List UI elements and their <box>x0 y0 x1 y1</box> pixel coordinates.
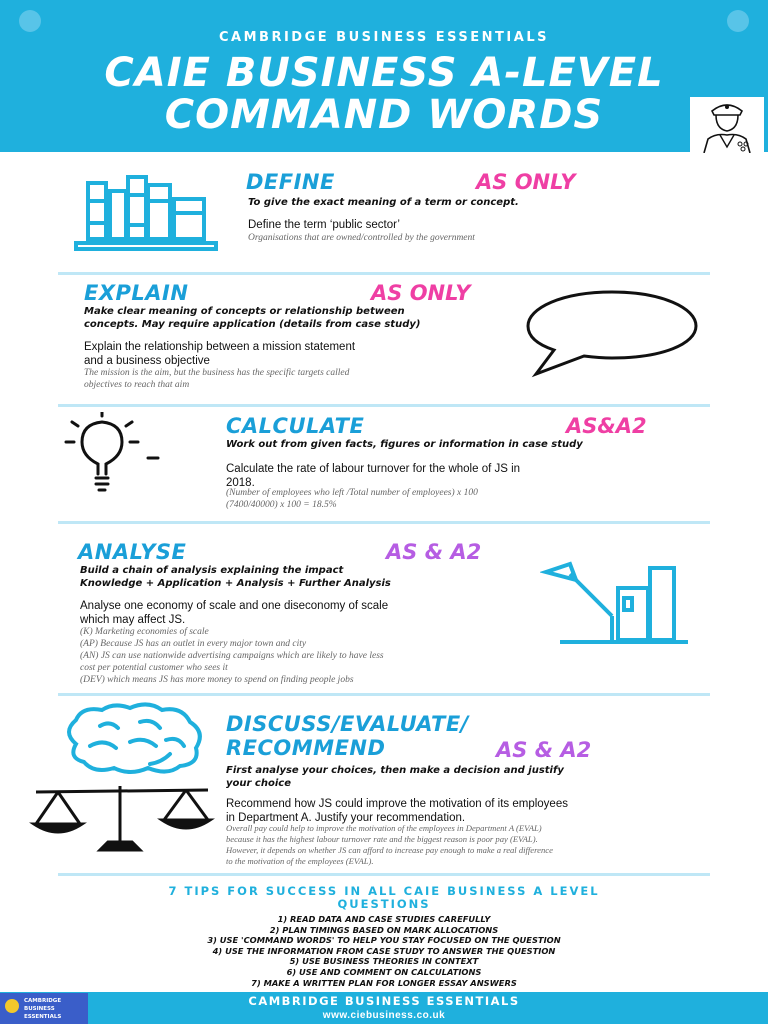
section-divider <box>58 521 710 524</box>
answer-define: Organisations that are owned/controlled by the government <box>248 233 475 243</box>
footer-logo-text: CAMBRIDGE BUSINESS ESSENTIALS <box>24 998 62 1020</box>
level-badge-calculate: AS&A2 <box>566 414 647 438</box>
level-badge-analyse: AS & A2 <box>386 540 482 564</box>
level-badge-define: AS ONLY <box>476 170 576 194</box>
website-link[interactable]: www.ciebusiness.co.uk <box>322 1010 446 1021</box>
command-word-define: DEFINE <box>246 170 335 194</box>
tips-list <box>0 914 768 988</box>
section-divider <box>58 404 710 407</box>
section-divider <box>58 873 710 876</box>
question-analyse: Analyse one economy of scale and one diseconomy of scale which may affect JS. <box>80 600 389 626</box>
corner-decoration <box>19 10 41 32</box>
officer-icon <box>690 97 764 153</box>
answer-discuss: Overall pay could help to improve the motivation of the employees in Department A (EVAL) because it has the highest labour turnover rate and the biggest reason is poor pay (EVAL). However, it depends on whether JS can afford to increase pay enough to make a real difference to the motivation of the employees (EVAL). <box>226 823 553 866</box>
brand-name: CAMBRIDGE BUSINESS ESSENTIALS <box>219 30 549 45</box>
tip-item: 4) USE THE INFORMATION FROM CASE STUDY TO ANSWER THE QUESTION <box>212 945 556 956</box>
light-bulb-icon <box>58 412 162 496</box>
tip-item: 2) PLAN TIMINGS BASED ON MARK ALLOCATIONS <box>269 924 499 935</box>
definition-discuss: First analyse your choices, then make a decision and justify your choice <box>226 765 564 789</box>
page-title: CAIE BUSINESS A-LEVEL COMMAND WORDS <box>104 50 664 138</box>
tip-item: 7) MAKE A WRITTEN PLAN FOR LONGER ESSAY ANSWERS <box>251 977 517 988</box>
level-badge-discuss: AS & A2 <box>496 738 592 762</box>
section-divider <box>58 272 710 275</box>
question-define: Define the term ‘public sector’ <box>248 219 400 231</box>
answer-explain: The mission is the aim, but the business has the specific targets called objectives to reach that aim <box>84 368 350 390</box>
definition-define: To give the exact meaning of a term or concept. <box>248 197 519 208</box>
definition-calculate: Work out from given facts, figures or information in case study <box>226 439 583 450</box>
question-discuss: Recommend how JS could improve the motivation of its employees in Department A. Justify your recommendation. <box>226 798 568 824</box>
desk-lamp-icon <box>540 560 690 646</box>
command-word-explain: EXPLAIN <box>84 281 189 305</box>
command-word-calculate: CALCULATE <box>226 414 365 438</box>
definition-explain: Make clear meaning of concepts or relationship between concepts. May require application (details from case study) <box>84 306 421 330</box>
tip-item: 3) USE 'COMMAND WORDS' TO HELP YOU STAY FOCUSED ON THE QUESTION <box>207 935 561 946</box>
answer-calculate: (Number of employees who left /Total number of employees) x 100 (7400/40000) x 100 = 18.5% <box>226 488 478 510</box>
footer-brand: CAMBRIDGE BUSINESS ESSENTIALS <box>248 994 520 1008</box>
tip-item: 1) READ DATA AND CASE STUDIES CAREFULLY <box>277 914 491 924</box>
tips-heading: 7 TIPS FOR SUCCESS IN ALL CAIE BUSINESS A LEVEL QUESTIONS <box>168 884 600 911</box>
level-badge-explain: AS ONLY <box>371 281 471 305</box>
books-icon <box>72 171 220 253</box>
command-word-analyse: ANALYSE <box>78 540 187 564</box>
question-explain: Explain the relationship between a mission statement and a business objective <box>84 341 356 367</box>
corner-decoration <box>727 10 749 32</box>
brain-icon <box>60 702 208 778</box>
question-calculate: Calculate the rate of labour turnover for the whole of JS in 2018. <box>226 463 521 489</box>
speech-bubble-icon <box>522 288 702 378</box>
tip-item: 6) USE AND COMMENT ON CALCULATIONS <box>286 966 482 977</box>
definition-analyse: Build a chain of analysis explaining the impact Knowledge + Application + Analysis + Further Analysis <box>80 565 391 589</box>
tip-item: 5) USE BUSINESS THEORIES IN CONTEXT <box>289 956 479 967</box>
officer-logo <box>690 97 764 153</box>
answer-analyse: (K) Marketing economies of scale (AP) Because JS has an outlet in every major town and city (AN) JS can use nationwide advertising campaigns which are likely to have less cost per potential customer who sees it (DEV) which means JS has more money to spend on finding people jobs <box>80 627 384 685</box>
section-divider <box>58 693 710 696</box>
command-word-discuss: DISCUSS/EVALUATE/ RECOMMEND <box>226 712 469 760</box>
scales-icon <box>28 780 218 860</box>
